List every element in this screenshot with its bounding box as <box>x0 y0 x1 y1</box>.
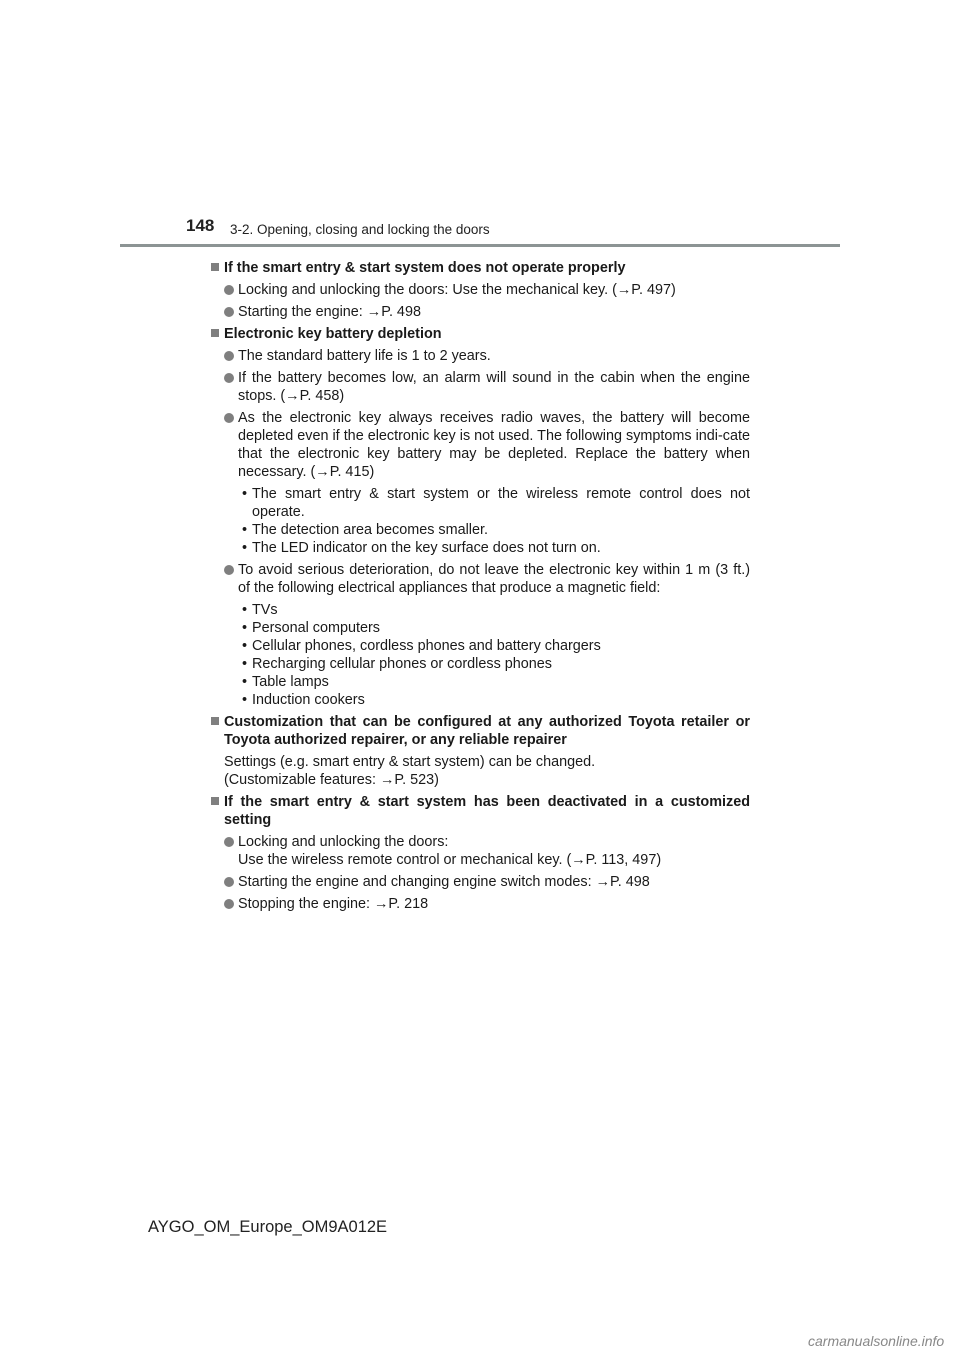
list-item <box>238 539 750 557</box>
bullet-item <box>210 873 750 891</box>
list-item <box>238 655 750 673</box>
section-heading <box>210 325 750 343</box>
page-number: 148 <box>186 216 215 235</box>
circle-bullet-icon <box>224 837 234 847</box>
dot-marker-icon: • <box>242 674 248 690</box>
section-heading <box>210 259 750 277</box>
paragraph-line: Settings (e.g. smart entry & start system) can be changed. <box>224 754 596 770</box>
list-item-text: Table lamps <box>252 674 329 690</box>
bullet-item <box>210 303 750 321</box>
dot-marker-icon: • <box>242 602 248 618</box>
bullet-text: Locking and unlocking the doors: Use the mechanical key. (→P. 497) <box>238 282 676 298</box>
list-item <box>238 673 750 691</box>
square-bullet-icon <box>211 717 219 725</box>
dot-marker-icon: • <box>242 692 248 708</box>
paragraph <box>210 753 750 789</box>
section-heading <box>210 713 750 749</box>
circle-bullet-icon <box>224 413 234 423</box>
bullet-item <box>210 833 750 869</box>
list-item-text: The detection area becomes smaller. <box>252 522 488 538</box>
document-code: AYGO_OM_Europe_OM9A012E <box>148 1218 388 1236</box>
bullet-item <box>210 409 750 481</box>
list-item <box>238 485 750 521</box>
square-bullet-icon <box>211 797 219 805</box>
list-item-text: Recharging cellular phones or cordless phones <box>252 656 552 672</box>
bullet-item <box>210 369 750 405</box>
circle-bullet-icon <box>224 307 234 317</box>
bullet-item <box>210 561 750 597</box>
bullet-text: Use the wireless remote control or mechanical key. (→P. 113, 497) <box>238 852 662 868</box>
list-item <box>238 619 750 637</box>
list-item-text: Cellular phones, cordless phones and battery chargers <box>252 638 601 654</box>
sub-list <box>210 485 750 557</box>
dot-marker-icon: • <box>242 486 248 502</box>
bullet-text: Locking and unlocking the doors: <box>238 834 449 850</box>
list-item <box>238 521 750 539</box>
circle-bullet-icon <box>224 877 234 887</box>
dot-marker-icon: • <box>242 540 248 556</box>
heading-text: If the smart entry & start system has been deactivated in a customized setting <box>224 794 750 828</box>
heading-text: If the smart entry & start system does not operate properly <box>224 260 626 276</box>
bullet-text: As the electronic key always receives radio waves, the battery will become depleted even if the electronic key is not used. The following symptoms indi-cate that the electronic key battery may be depleted. Replace the battery when necessary. (→P. 415) <box>238 410 750 480</box>
bullet-item <box>210 895 750 913</box>
list-item <box>238 601 750 619</box>
heading-text: Electronic key battery depletion <box>224 326 442 342</box>
section-heading <box>210 793 750 829</box>
bullet-text: The standard battery life is 1 to 2 years. <box>238 348 491 364</box>
bullet-text: If the battery becomes low, an alarm will sound in the cabin when the engine stops. (→P. 458) <box>238 370 750 404</box>
circle-bullet-icon <box>224 565 234 575</box>
square-bullet-icon <box>211 263 219 271</box>
header-rule <box>120 244 840 247</box>
dot-marker-icon: • <box>242 522 248 538</box>
bullet-text: Stopping the engine: →P. 218 <box>238 896 429 912</box>
watermark: carmanualsonline.info <box>808 1333 945 1349</box>
list-item-text: The smart entry & start system or the wireless remote control does not operate. <box>252 486 750 520</box>
section-title: 3-2. Opening, closing and locking the doors <box>230 222 490 237</box>
paragraph-line: (Customizable features: →P. 523) <box>224 772 439 788</box>
bullet-text: Starting the engine: →P. 498 <box>238 304 421 320</box>
list-item-text: Induction cookers <box>252 692 365 708</box>
bullet-text: To avoid serious deterioration, do not leave the electronic key within 1 m (3 ft.) of the following electrical appliances that produce a magnetic field: <box>238 562 750 596</box>
circle-bullet-icon <box>224 373 234 383</box>
page-content <box>210 255 750 913</box>
heading-text: Customization that can be configured at any authorized Toyota retailer or Toyota authorized repairer, or any reliable repairer <box>224 714 750 748</box>
circle-bullet-icon <box>224 285 234 295</box>
page-header <box>0 0 960 250</box>
bullet-item <box>210 281 750 299</box>
circle-bullet-icon <box>224 899 234 909</box>
bullet-text: Starting the engine and changing engine switch modes: →P. 498 <box>238 874 650 890</box>
list-item-text: TVs <box>252 602 278 618</box>
sub-list <box>210 601 750 709</box>
dot-marker-icon: • <box>242 656 248 672</box>
list-item-text: Personal computers <box>252 620 380 636</box>
dot-marker-icon: • <box>242 620 248 636</box>
dot-marker-icon: • <box>242 638 248 654</box>
list-item <box>238 637 750 655</box>
circle-bullet-icon <box>224 351 234 361</box>
list-item-text: The LED indicator on the key surface does not turn on. <box>252 540 601 556</box>
square-bullet-icon <box>211 329 219 337</box>
bullet-item <box>210 347 750 365</box>
list-item <box>238 691 750 709</box>
